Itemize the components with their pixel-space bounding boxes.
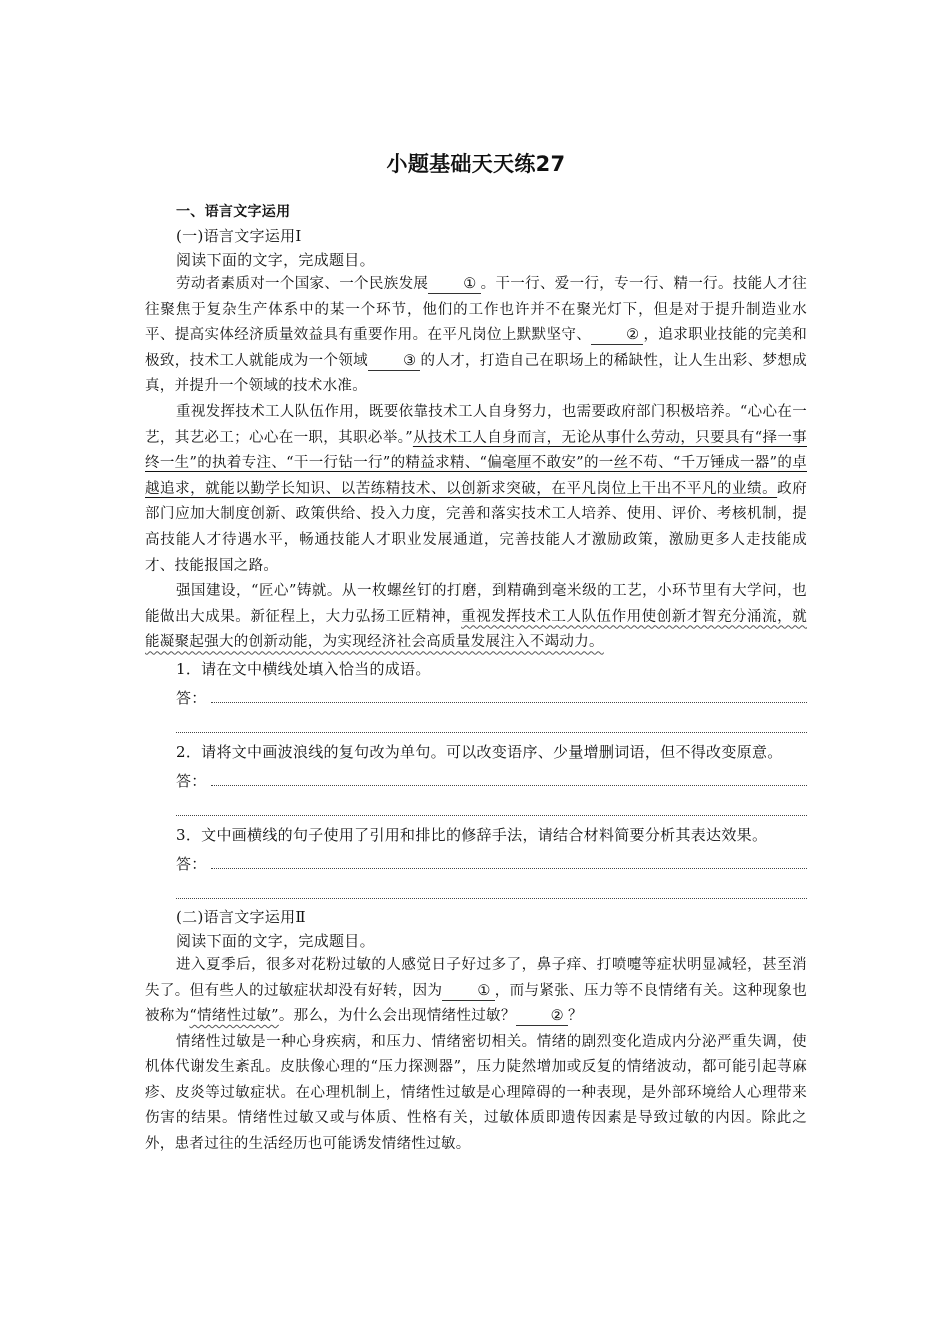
answer-line[interactable] xyxy=(176,874,807,899)
blank-1: ① xyxy=(442,982,494,1001)
answer-area-1[interactable] xyxy=(145,682,807,708)
blank-3: ③ xyxy=(368,352,420,371)
part1-paragraph-1 xyxy=(145,272,807,400)
text-run: 政府部门应加大制度创新、政策供给、投入力度，完善和落实技术工人培养、使用、评价、考核机制，提高技能人才待遇水平，畅通技能人才职业发展通道，完善技能人才激励政策，激励更多人走技能成才、技能报国之路。 xyxy=(145,480,807,574)
page-title: 小题基础天天练27 xyxy=(386,152,566,176)
answer-label: 答： xyxy=(176,854,207,873)
part1-heading: (一)语言文字运用Ⅰ xyxy=(176,227,302,245)
text-run: 。那么，为什么会出现情绪性过敏？ xyxy=(278,1008,516,1025)
underlined-sentence: 从技术工人自身而言，无论从事什么劳动，只要具有“择一事终一生”的执着专注、“干一行钻一行”的精益求精、“偏毫厘不敢安”的一丝不苟、“千万锤成一器”的卓越追求，就能以勤学长知识、以苦练精技术、以创新求突破，在平凡岗位上干出不平凡的业绩。 xyxy=(145,429,807,497)
text-run: 进入夏季后，很多对花粉过敏的人感觉日子好过多了，鼻子痒、打喷嚏等症状明显减轻，甚至消失了。但有些人的过敏症状却没有好转，因为 xyxy=(145,956,807,999)
answer-line[interactable] xyxy=(176,791,807,816)
blank-1: ① xyxy=(428,275,480,294)
part2-heading: (二)语言文字运用Ⅱ xyxy=(176,907,306,926)
answer-area-2[interactable] xyxy=(145,765,807,791)
part2-paragraph-1 xyxy=(145,953,807,1030)
answer-area-3[interactable] xyxy=(145,848,807,874)
text-run: ，追求职业技能的完美和极致，技术工人就能成为一个领域 xyxy=(145,327,807,369)
part2-paragraph-2: 情绪性过敏是一种心身疾病，和压力、情绪密切相关。情绪的剧烈变化造成内分泌严重失调，使机体代谢发生紊乱。皮肤像心理的“压力探测器”，压力陡然增加或反复的情绪波动，都可能引起荨麻疹、皮炎等过敏症状。在心理机制上，情绪性过敏是心理障碍的一种表现，是外部环境给人心理带来伤害的结果。情绪性过敏又或与体质、性格有关，过敏体质即遗传因素是导致过敏的内因。除此之外，患者过往的生活经历也可能诱发情绪性过敏。 xyxy=(145,1033,807,1153)
question-3: 3．文中画横线的句子使用了引用和排比的修辞手法，请结合材料简要分析其表达效果。 xyxy=(176,825,768,844)
text-run: 的人才，打造自己在职场上的稀缺性，让人生出彩、梦想成真，并提升一个领域的技术水准。 xyxy=(145,352,807,395)
answer-line[interactable] xyxy=(211,868,807,869)
part1-paragraph-3 xyxy=(145,579,807,656)
text-run: 重视发挥技术工人队伍作用，既要依靠技术工人自身努力，也需要政府部门积极培养。“心心在一艺，其艺必工；心心在一职，其职必举。” xyxy=(145,403,807,446)
answer-line[interactable] xyxy=(211,785,807,786)
part1-paragraph-2 xyxy=(145,400,807,579)
blank-2: ② xyxy=(591,326,643,345)
question-2: 2．请将文中画波浪线的复句改为单句。可以改变语序、少量增删词语，但不得改变原意。 xyxy=(176,742,783,761)
answer-label: 答： xyxy=(176,688,207,707)
question-1: 1．请在文中横线处填入恰当的成语。 xyxy=(176,659,431,678)
document-page xyxy=(145,150,807,1158)
blank-2: ② xyxy=(516,1007,568,1026)
answer-line[interactable] xyxy=(176,708,807,733)
text-run: 。干一行、爱一行，专一行、精一行。技能人才往往聚焦于复杂生产体系中的某一个环节，他们的工作也许并不在聚光灯下，但是对于提升制造业水平、提高实体经济质量效益具有重要作用。在平凡岗位上默默坚守、 xyxy=(145,276,807,344)
text-run: ，而与紧张、压力等不良情绪有关。这种现象也被称为 xyxy=(145,982,807,1025)
section-heading: 一、语言文字运用 xyxy=(176,204,291,220)
answer-label: 答： xyxy=(176,771,207,790)
wavy-underlined-term: “情绪性过敏” xyxy=(189,1008,279,1025)
wavy-underlined-sentence: 重视发挥技术工人队伍作用使创新才智充分涌流，就能凝聚起强大的创新动能，为实现经济社会高质量发展注入不竭动力。 xyxy=(145,608,807,651)
part1-instruction: 阅读下面的文字，完成题目。 xyxy=(176,251,375,269)
part2-instruction: 阅读下面的文字，完成题目。 xyxy=(176,931,375,950)
text-run: 劳动者素质对一个国家、一个民族发展 xyxy=(176,276,429,292)
answer-line[interactable] xyxy=(211,702,807,703)
text-run: 强国建设，“匠心”铸就。从一枚螺丝钉的打磨，到精确到毫米级的工艺，小环节里有大学问，也能做出大成果。新征程上，大力弘扬工匠精神， xyxy=(145,583,807,625)
text-run: ？ xyxy=(567,1008,583,1025)
